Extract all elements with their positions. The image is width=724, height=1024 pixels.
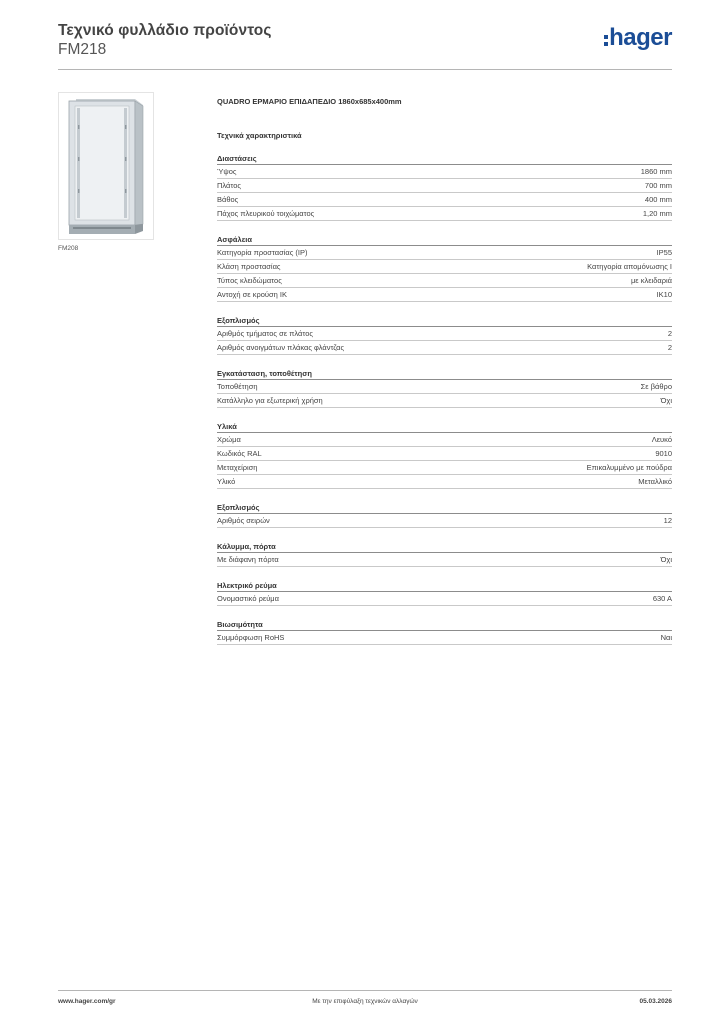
spec-label: Χρώμα — [217, 435, 241, 444]
spec-row — [217, 461, 672, 475]
spec-row — [217, 394, 672, 408]
spec-label: Ύψος — [217, 167, 237, 176]
disclaimer-note: Με την επιφύλαξη τεχνικών αλλαγών — [312, 998, 418, 1005]
spec-row — [217, 514, 672, 528]
section-title: Ασφάλεια — [217, 233, 672, 246]
spec-row — [217, 475, 672, 489]
spec-label: Πλάτος — [217, 181, 242, 190]
spec-value: Μεταλλικό — [638, 477, 672, 486]
spec-row — [217, 179, 672, 193]
spec-row — [217, 246, 672, 260]
section-title: Διαστάσεις — [217, 152, 672, 165]
spec-label: Μεταχείριση — [217, 463, 258, 472]
section-title: Εξοπλισμός — [217, 314, 672, 327]
spec-value: 1,20 mm — [642, 209, 672, 218]
section-title: Εξοπλισμός — [217, 501, 672, 514]
spec-value: 700 mm — [644, 181, 672, 190]
spec-section — [217, 579, 672, 606]
spec-label: Ονομαστικό ρεύμα — [217, 594, 279, 603]
product-name: QUADRO ΕΡΜΑΡΙΟ ΕΠΙΔΑΠΕΔΙΟ 1860x685x400mm — [217, 97, 402, 106]
spec-sections — [217, 152, 672, 645]
page-footer — [58, 998, 672, 1010]
spec-row — [217, 327, 672, 341]
hager-logo — [604, 26, 672, 50]
spec-label: Συμμόρφωση RoHS — [217, 633, 285, 642]
spec-value: 400 mm — [644, 195, 672, 204]
spec-label: Τοποθέτηση — [217, 382, 258, 391]
spec-label: Τύπος κλειδώματος — [217, 276, 282, 285]
spec-row — [217, 193, 672, 207]
spec-label: Πάχος πλευρικού τοιχώματος — [217, 209, 315, 218]
spec-section — [217, 540, 672, 567]
spec-label: Βάθος — [217, 195, 239, 204]
document-title: Τεχνικό φυλλάδιο προϊόντος — [58, 22, 272, 39]
spec-label: Κατηγορία προστασίας (IP) — [217, 248, 308, 257]
spec-section — [217, 420, 672, 489]
spec-value: IP55 — [656, 248, 672, 257]
spec-value: Όχι — [660, 396, 672, 405]
spec-row — [217, 433, 672, 447]
spec-value: με κλειδαριά — [630, 276, 672, 285]
section-title: Κάλυμμα, πόρτα — [217, 540, 672, 553]
spec-row — [217, 631, 672, 645]
spec-label: Κατάλληλο για εξωτερική χρήση — [217, 396, 323, 405]
logo-text: hager — [609, 24, 672, 51]
spec-value: Όχι — [660, 555, 672, 564]
section-title: Ηλεκτρικό ρεύμα — [217, 579, 672, 592]
spec-section — [217, 233, 672, 302]
spec-value: 9010 — [655, 449, 672, 458]
spec-row — [217, 341, 672, 355]
spec-value: 12 — [663, 516, 672, 525]
website-link[interactable]: www.hager.com/gr — [58, 998, 116, 1005]
spec-label: Με διάφανη πόρτα — [217, 555, 279, 564]
spec-label: Κλάση προστασίας — [217, 262, 281, 271]
technical-characteristics-heading: Τεχνικά χαρακτηριστικά — [217, 131, 302, 140]
spec-row — [217, 288, 672, 302]
header-divider — [58, 69, 672, 70]
spec-content — [217, 96, 672, 657]
spec-section — [217, 314, 672, 355]
footer-divider — [58, 990, 672, 991]
spec-value: Ναι — [660, 633, 672, 642]
spec-value: 1860 mm — [640, 167, 672, 176]
spec-section — [217, 618, 672, 645]
page-header — [58, 22, 672, 70]
spec-label: Υλικό — [217, 477, 236, 486]
spec-value: IK10 — [656, 290, 672, 299]
spec-value: Σε βάθρο — [640, 382, 672, 391]
spec-row — [217, 207, 672, 221]
spec-value: Λευκό — [651, 435, 672, 444]
spec-section — [217, 367, 672, 408]
spec-row — [217, 553, 672, 567]
spec-value: 630 A — [652, 594, 672, 603]
enclosure-illustration-icon — [59, 93, 153, 239]
spec-row — [217, 260, 672, 274]
image-caption: FM208 — [58, 245, 79, 252]
spec-value: Κατηγορία απομόνωσης I — [587, 262, 672, 271]
spec-value: 2 — [667, 343, 672, 352]
spec-section — [217, 152, 672, 221]
spec-label: Αριθμός τμήματος σε πλάτος — [217, 329, 313, 338]
document-date: 05.03.2026 — [639, 998, 672, 1005]
spec-label: Αριθμός ανοιγμάτων πλάκας φλάντζας — [217, 343, 345, 352]
spec-label: Αριθμός σειρών — [217, 516, 270, 525]
spec-label: Κωδικός RAL — [217, 449, 262, 458]
product-code: FM218 — [58, 41, 107, 58]
logo-colon-icon — [604, 35, 608, 46]
spec-row — [217, 447, 672, 461]
section-title: Βιωσιμότητα — [217, 618, 672, 631]
spec-row — [217, 165, 672, 179]
spec-value: Επικαλυμμένο με πούδρα — [586, 463, 672, 472]
spec-row — [217, 274, 672, 288]
spec-row — [217, 380, 672, 394]
spec-value: 2 — [667, 329, 672, 338]
section-title: Εγκατάσταση, τοποθέτηση — [217, 367, 672, 380]
spec-section — [217, 501, 672, 528]
spec-label: Αντοχή σε κρούση IK — [217, 290, 287, 299]
section-title: Υλικά — [217, 420, 672, 433]
spec-row — [217, 592, 672, 606]
product-image — [58, 92, 154, 240]
